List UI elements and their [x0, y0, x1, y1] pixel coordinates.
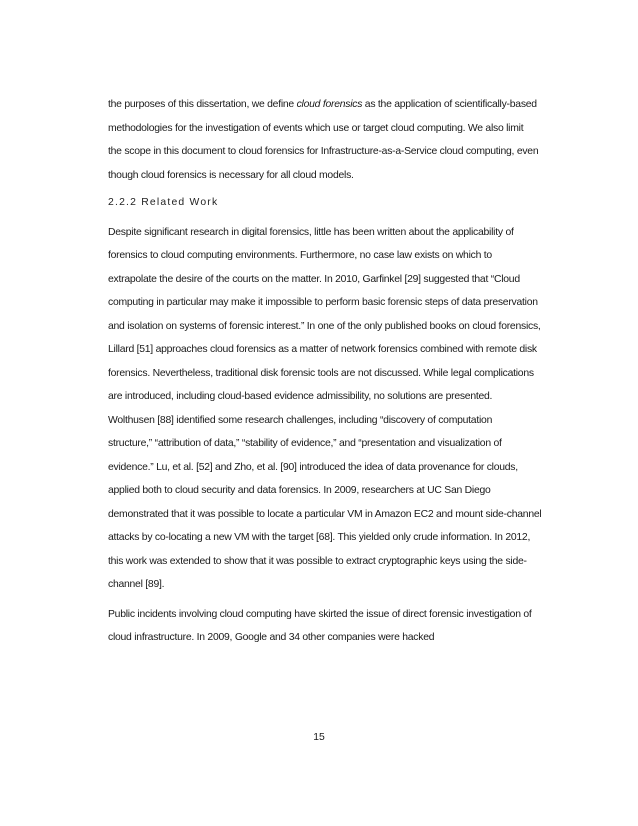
text-span: as the application of scientifically-based	[362, 99, 537, 110]
paragraph-public-incidents	[108, 603, 543, 650]
paragraph-line: the scope in this document to cloud forensics for Infrastructure-as-a-Service cloud computing, even	[108, 146, 539, 157]
italic-term: cloud forensics	[296, 99, 363, 110]
paragraph-related-work	[108, 221, 543, 597]
paragraph-line: structure,” “attribution of data,” “stability of evidence,” and “presentation and visualization of	[108, 438, 502, 449]
paragraph-definition	[108, 93, 543, 187]
paragraph-line: cloud infrastructure. In 2009, Google and 34 other companies were hacked	[108, 632, 435, 643]
paragraph-line: this work was extended to show that it was possible to extract cryptographic keys using the side-	[108, 555, 527, 567]
paragraph-line: Public incidents involving cloud computing have skirted the issue of direct forensic investigation of	[108, 608, 532, 620]
paragraph-line: forensics. Nevertheless, traditional disk forensic tools are not discussed. While legal complications	[108, 367, 534, 379]
page-number: 15	[313, 732, 325, 743]
paragraph-line: methodologies for the investigation of events which use or target cloud computing. We also limit	[108, 122, 524, 134]
paragraph-line: and isolation on systems of forensic interest.” In one of the only published books on cloud forensics,	[108, 320, 541, 332]
paragraph-line: extrapolate the desire of the courts on the matter. In 2010, Garfinkel [29] suggested that “Cloud	[108, 273, 520, 285]
paragraph-line: applied both to cloud security and data forensics. In 2009, researchers at UC San Diego	[108, 485, 491, 496]
paragraph-line: demonstrated that it was possible to locate a particular VM in Amazon EC2 and mount side-channel	[108, 508, 542, 520]
paragraph-line: Lillard [51] approaches cloud forensics as a matter of network forensics combined with remote disk	[108, 344, 537, 355]
paragraph-line: though cloud forensics is necessary for all cloud models.	[108, 169, 354, 181]
paragraph-line: computing in particular may make it impossible to perform basic forensic steps of data preservation	[108, 297, 538, 308]
paragraph-line: attacks by co-locating a new VM with the target [68]. This yielded only crude information. In 2012,	[108, 532, 531, 543]
page-body	[108, 93, 543, 650]
paragraph-line: forensics to cloud computing environments. Furthermore, no case law exists on which to	[108, 250, 492, 261]
paragraph-line: Wolthusen [88] identified some research challenges, including “discovery of computation	[108, 414, 493, 426]
paragraph-line: evidence.” Lu, et al. [52] and Zho, et al. [90] introduced the idea of data provenance for clouds,	[108, 461, 518, 473]
paragraph-line: channel [89].	[108, 579, 165, 590]
paragraph-line	[108, 93, 543, 117]
paragraph-line: Despite significant research in digital forensics, little has been written about the applicability of	[108, 226, 514, 238]
paragraph-line: are introduced, including cloud-based evidence admissibility, no solutions are presented.	[108, 391, 493, 402]
section-heading: 2.2.2 Related Work	[108, 197, 219, 208]
text-span: the purposes of this dissertation, we define	[108, 99, 297, 110]
